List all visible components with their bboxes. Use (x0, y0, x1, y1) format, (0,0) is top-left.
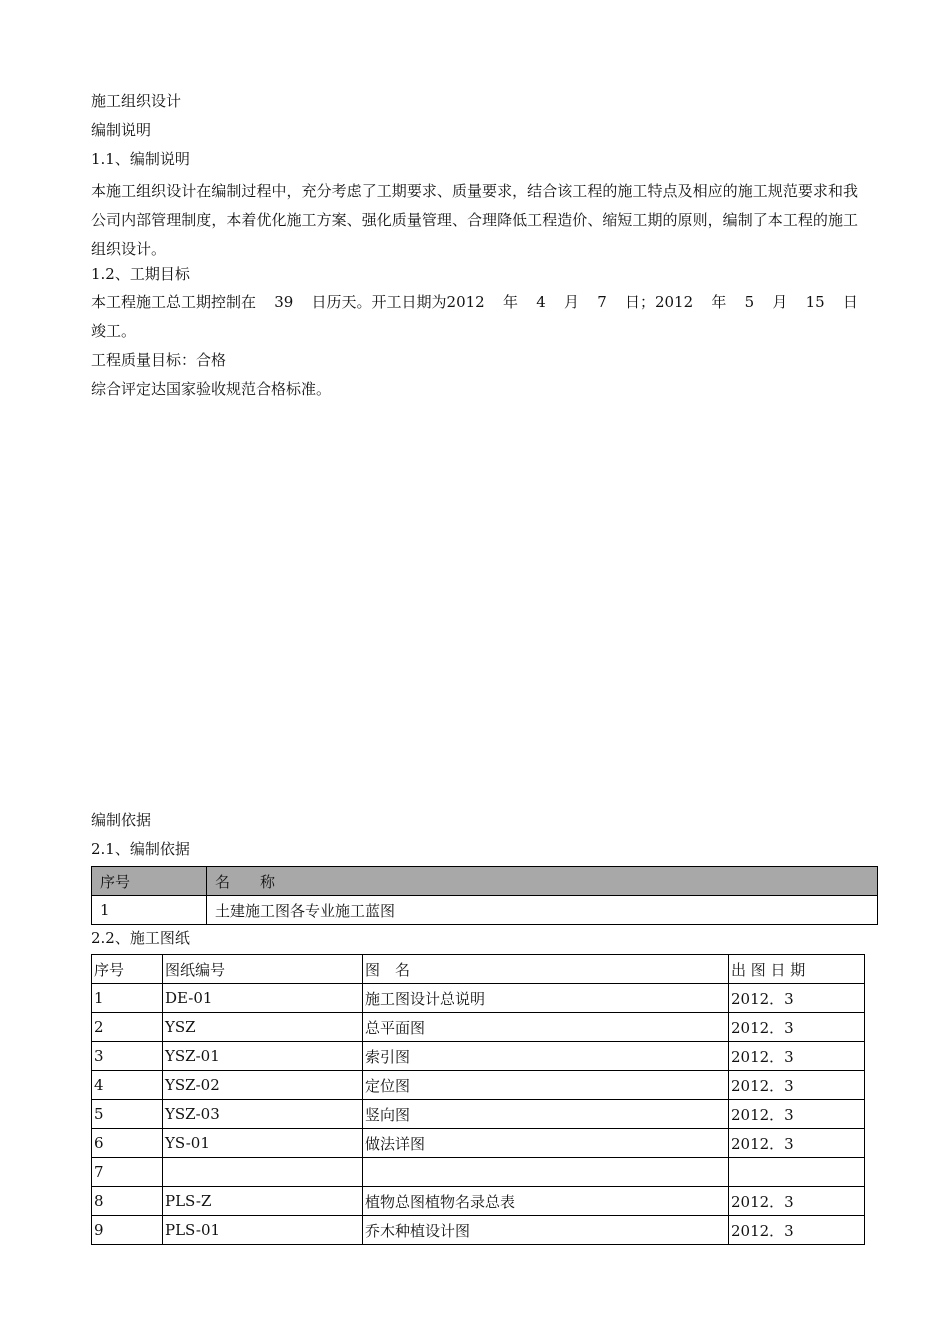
table-header-row (92, 955, 865, 984)
table-cell: 5 (92, 1100, 163, 1129)
schedule-part: 4 (536, 293, 546, 311)
table-cell: 7 (92, 1158, 163, 1187)
table-cell: YSZ-02 (163, 1071, 363, 1100)
table-cell: YSZ (163, 1013, 363, 1042)
table-row (92, 1071, 865, 1100)
subsection-heading-1-2: 1.2、工期目标 (91, 265, 190, 283)
table-cell (729, 1158, 865, 1187)
table-cell: PLS-01 (163, 1216, 363, 1245)
header-cell: 出 图 日 期 (729, 955, 865, 984)
table-cell: 2 (92, 1013, 163, 1042)
schedule-line (91, 292, 858, 312)
schedule-part: 39 (274, 293, 294, 311)
basis-table (91, 866, 878, 925)
section-heading-basis: 编制依据 (91, 811, 152, 829)
header-cell: 名 称 (207, 867, 878, 896)
schedule-part: 15 (805, 293, 825, 311)
table-cell: 土建施工图各专业施工蓝图 (207, 896, 878, 925)
table-cell: 2012．3 (729, 1100, 865, 1129)
header-cell: 图 名 (363, 955, 729, 984)
header-cell: 序号 (92, 955, 163, 984)
table-cell: PLS-Z (163, 1187, 363, 1216)
table-cell: YS-01 (163, 1129, 363, 1158)
table-cell: 6 (92, 1129, 163, 1158)
table-cell: 总平面图 (363, 1013, 729, 1042)
quality-evaluation: 综合评定达国家验收规范合格标准。 (91, 380, 332, 398)
table-cell: 定位图 (363, 1071, 729, 1100)
table-cell: 做法详图 (363, 1129, 729, 1158)
table-cell: 2012．3 (729, 1013, 865, 1042)
section-heading-preparation-notes: 编制说明 (91, 121, 152, 139)
table-row (92, 1216, 865, 1245)
table-row (92, 1187, 865, 1216)
table-row (92, 1100, 865, 1129)
table-cell: 2012．3 (729, 1187, 865, 1216)
table-row (92, 1158, 865, 1187)
table-cell: 乔木种植设计图 (363, 1216, 729, 1245)
subsection-heading-1-1: 1.1、编制说明 (91, 150, 190, 168)
subsection-heading-2-1: 2.1、编制依据 (91, 840, 190, 858)
schedule-part: 月 (563, 293, 579, 311)
table-cell (163, 1158, 363, 1187)
table-cell: 索引图 (363, 1042, 729, 1071)
document-title: 施工组织设计 (91, 92, 182, 110)
schedule-part: 年 (502, 293, 518, 311)
table-cell: 8 (92, 1187, 163, 1216)
header-cell: 序号 (92, 867, 207, 896)
table-cell: 施工图设计总说明 (363, 984, 729, 1013)
schedule-part: 日 (842, 293, 858, 311)
table-cell: 2012．3 (729, 1042, 865, 1071)
schedule-part: 日；2012 (624, 293, 694, 311)
table-header-row (92, 867, 878, 896)
schedule-part: 年 (711, 293, 727, 311)
table-cell (363, 1158, 729, 1187)
preparation-notes-paragraph: 本施工组织设计在编制过程中，充分考虑了工期要求、质量要求，结合该工程的施工特点及相应的施工规范要求和我公司内部管理制度，本着优化施工方案、强化质量管理、合理降低工程造价、缩短工期的原则，编制了本工程的施工组织设计。 (91, 182, 858, 258)
drawings-table (91, 954, 865, 1245)
table-cell: 2012．3 (729, 1071, 865, 1100)
quality-target: 工程质量目标：合格 (91, 351, 227, 369)
table-cell: 4 (92, 1071, 163, 1100)
table-cell: YSZ-01 (163, 1042, 363, 1071)
schedule-part: 5 (744, 293, 755, 311)
table-row (92, 1129, 865, 1158)
table-cell: 2012．3 (729, 1129, 865, 1158)
table-cell: 1 (92, 896, 207, 925)
table-cell: 9 (92, 1216, 163, 1245)
header-cell: 图纸编号 (163, 955, 363, 984)
table-cell: YSZ-03 (163, 1100, 363, 1129)
table-cell: 1 (92, 984, 163, 1013)
schedule-part: 日历天。开工日期为2012 (311, 293, 485, 311)
table-row (92, 1042, 865, 1071)
schedule-part: 7 (597, 293, 607, 311)
table-cell: 竖向图 (363, 1100, 729, 1129)
table-cell: 2012．3 (729, 984, 865, 1013)
table-cell: DE-01 (163, 984, 363, 1013)
table-row (92, 1013, 865, 1042)
subsection-heading-2-2: 2.2、施工图纸 (91, 929, 190, 947)
schedule-part: 本工程施工总工期控制在 (91, 293, 257, 311)
schedule-continuation: 竣工。 (91, 322, 137, 340)
table-row (92, 984, 865, 1013)
table-row (92, 896, 878, 925)
table-cell: 植物总图植物名录总表 (363, 1187, 729, 1216)
schedule-part: 月 (772, 293, 788, 311)
table-cell: 3 (92, 1042, 163, 1071)
table-cell: 2012．3 (729, 1216, 865, 1245)
